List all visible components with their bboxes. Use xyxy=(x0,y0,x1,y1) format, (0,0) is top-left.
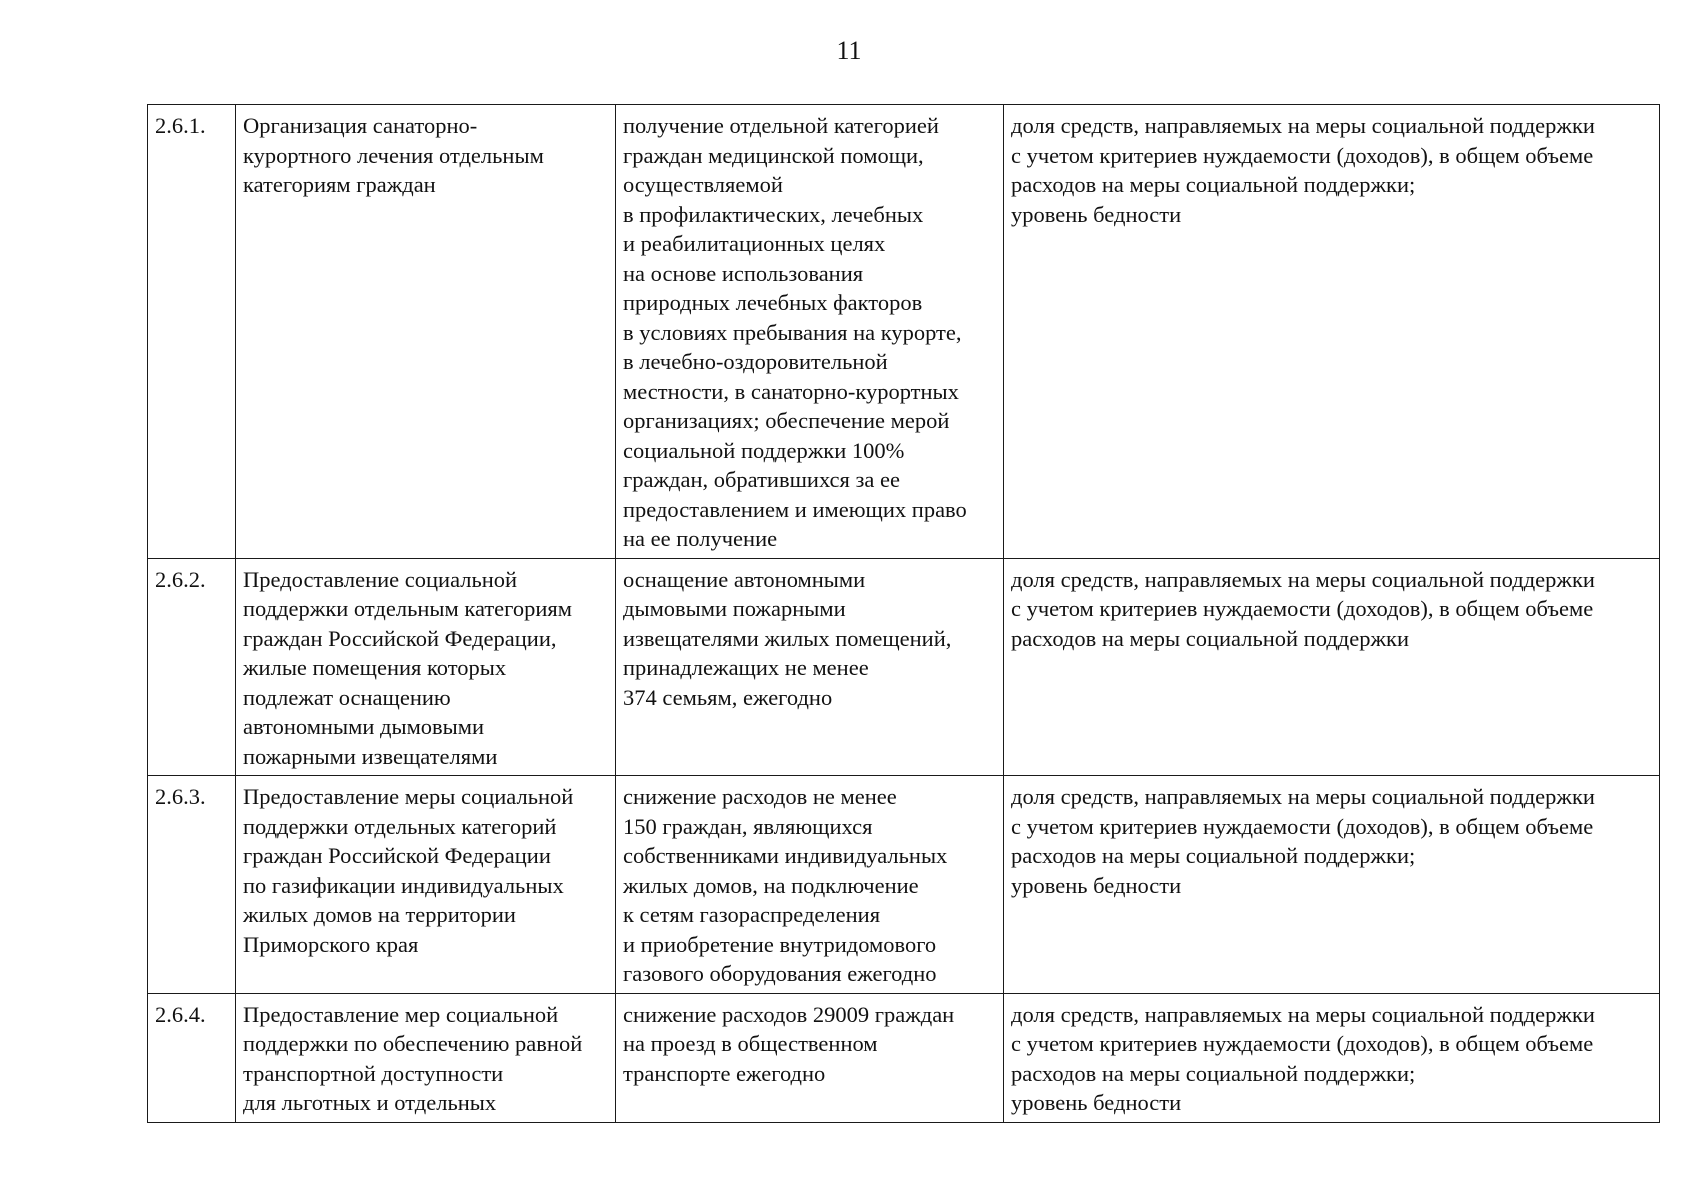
row-number-cell: 2.6.4. xyxy=(148,993,236,1122)
measure-result-cell: снижение расходов 29009 граждан на проезд в общественном транспорте ежегодно xyxy=(616,993,1004,1122)
measure-name-cell: Организация санаторно- курортного лечения отдельным категориям граждан xyxy=(236,105,616,559)
table-row xyxy=(148,105,1660,559)
table-row xyxy=(148,993,1660,1122)
row-number-cell: 2.6.3. xyxy=(148,776,236,994)
measure-result-cell: оснащение автономными дымовыми пожарными извещателями жилых помещений, принадлежащих не менее 374 семьям, ежегодно xyxy=(616,558,1004,776)
measure-name-cell: Предоставление мер социальной поддержки по обеспечению равной транспортной доступности для льготных и отдельных xyxy=(236,993,616,1122)
row-number-cell: 2.6.2. xyxy=(148,558,236,776)
measure-name-cell: Предоставление социальной поддержки отдельным категориям граждан Российской Федерации, жилые помещения которых подлежат оснащению автономными дымовыми пожарными извещателями xyxy=(236,558,616,776)
measures-table xyxy=(147,104,1660,1123)
measure-indicator-cell: доля средств, направляемых на меры социальной поддержки с учетом критериев нуждаемости (доходов), в общем объеме расходов на меры социальной поддержки; уровень бедности xyxy=(1004,776,1660,994)
table-row xyxy=(148,776,1660,994)
measure-indicator-cell: доля средств, направляемых на меры социальной поддержки с учетом критериев нуждаемости (доходов), в общем объеме расходов на меры социальной поддержки; уровень бедности xyxy=(1004,993,1660,1122)
row-number-cell: 2.6.1. xyxy=(148,105,236,559)
measure-result-cell: получение отдельной категорией граждан медицинской помощи, осуществляемой в профилактических, лечебных и реабилитационных целях на основе использования природных лечебных факторов в условиях пребывания на курорте, в лечебно-оздоровительной местности, в санаторно-курортных организациях; обеспечение мерой социальной поддержки 100% граждан, обратившихся за ее предоставлением и имеющих право на ее получение xyxy=(616,105,1004,559)
table-row xyxy=(148,558,1660,776)
measure-indicator-cell: доля средств, направляемых на меры социальной поддержки с учетом критериев нуждаемости (доходов), в общем объеме расходов на меры социальной поддержки xyxy=(1004,558,1660,776)
measure-result-cell: снижение расходов не менее 150 граждан, являющихся собственниками индивидуальных жилых домов, на подключение к сетям газораспределения и приобретение внутридомового газового оборудования ежегодно xyxy=(616,776,1004,994)
measure-name-cell: Предоставление меры социальной поддержки отдельных категорий граждан Российской Федерации по газификации индивидуальных жилых домов на территории Приморского края xyxy=(236,776,616,994)
page-number: 11 xyxy=(836,36,862,65)
measure-indicator-cell: доля средств, направляемых на меры социальной поддержки с учетом критериев нуждаемости (доходов), в общем объеме расходов на меры социальной поддержки; уровень бедности xyxy=(1004,105,1660,559)
